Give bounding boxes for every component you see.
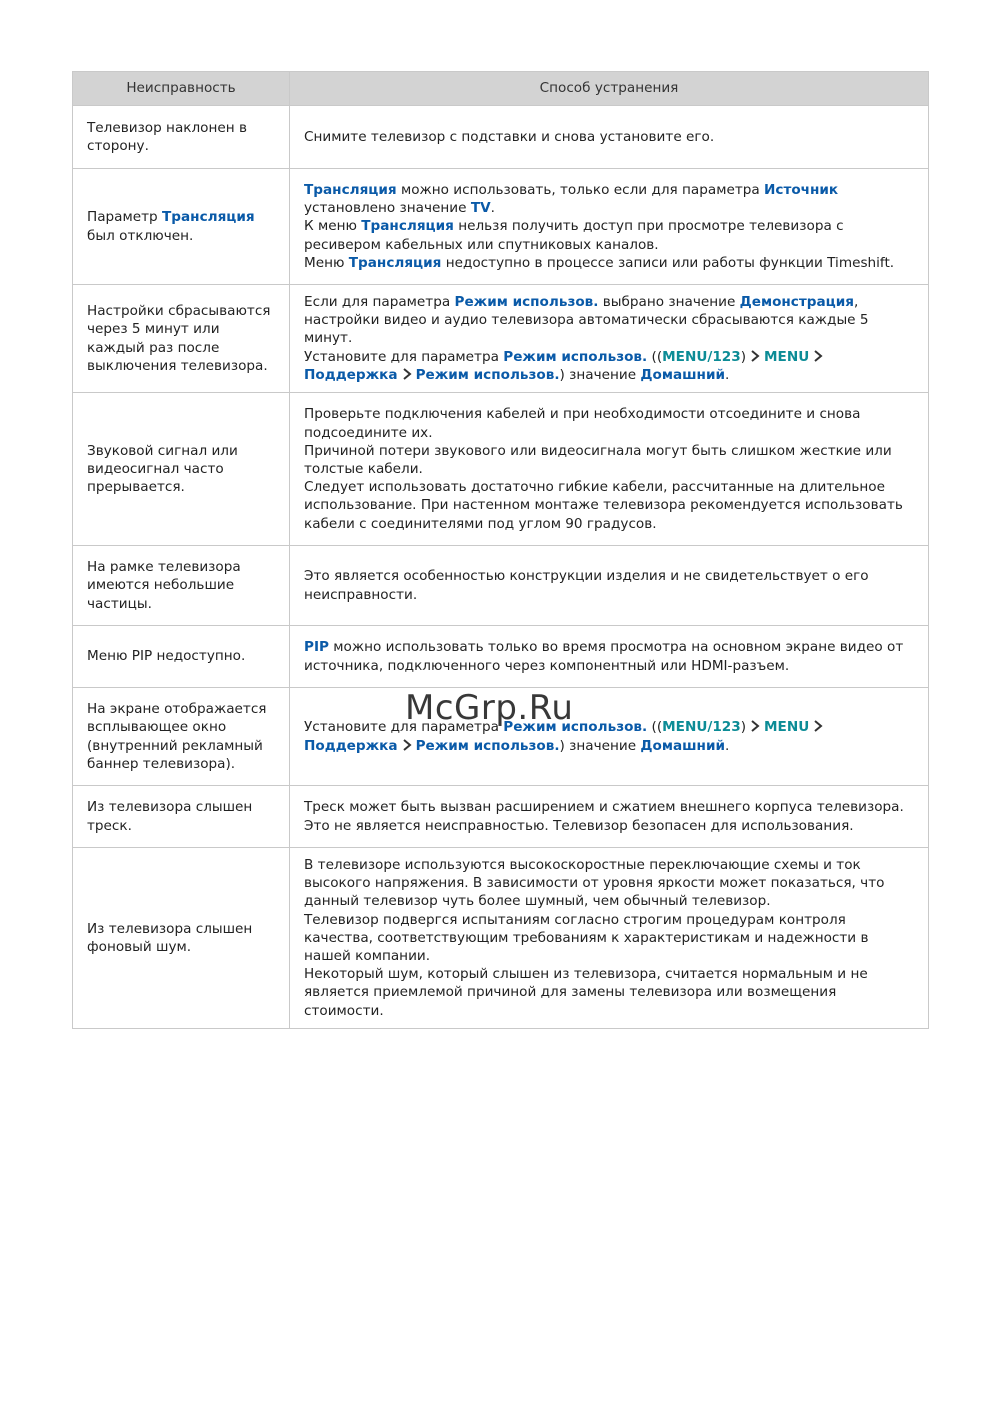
menu-term: Режим использов. xyxy=(415,366,560,383)
text-run: . xyxy=(725,366,730,383)
table-row xyxy=(73,169,929,285)
fix-cell xyxy=(290,626,929,688)
text-run: можно использовать, только если для параметра xyxy=(396,181,765,198)
text-run: К меню xyxy=(304,218,362,235)
text-run: ) значение xyxy=(559,737,641,754)
menu-key: MENU/123 xyxy=(662,719,741,736)
watermark: McGrp.Ru xyxy=(405,688,574,728)
menu-term: Домашний xyxy=(640,366,725,383)
fix-text xyxy=(304,293,916,348)
fix-text xyxy=(304,217,916,253)
fix-text: Треск может быть вызван расширением и сжатием внешнего корпуса телевизора. Это не является неисправностью. Телевизор безопасен для использования. xyxy=(304,799,904,834)
fix-text xyxy=(304,638,916,674)
table-row xyxy=(73,393,929,546)
fault-cell: Телевизор наклонен в сторону. xyxy=(73,106,290,169)
fault-cell xyxy=(73,169,290,285)
fault-text: Параметр xyxy=(87,209,162,226)
menu-term: Трансляция xyxy=(348,254,442,271)
menu-term: Режим использов. xyxy=(415,737,560,754)
chevron-right-icon xyxy=(400,738,414,752)
menu-term: Режим использов. xyxy=(503,348,648,365)
menu-key: MENU/123 xyxy=(662,348,741,365)
fault-cell: Меню PIP недоступно. xyxy=(73,626,290,688)
table-row xyxy=(73,546,929,626)
chevron-right-icon xyxy=(748,349,762,363)
text-run: Установите для параметра xyxy=(304,719,504,736)
table-row xyxy=(73,848,929,1029)
text-run: установлено значение xyxy=(304,200,471,217)
menu-term: Демонстрация xyxy=(739,294,854,310)
fix-text xyxy=(304,254,916,272)
fault-cell: На экране отображается всплывающее окно (внутренний рекламный баннер телевизора). xyxy=(73,688,290,786)
text-run: (( xyxy=(647,348,663,365)
fix-cell xyxy=(290,848,929,1029)
fix-text: Это является особенностью конструкции изделия и не свидетельствует о его неисправности. xyxy=(304,568,869,603)
fault-cell: Настройки сбрасываются через 5 минут или каждый раз после выключения телевизора. xyxy=(73,285,290,393)
menu-term: Трансляция xyxy=(304,181,397,198)
fix-cell xyxy=(290,546,929,626)
text-run: . xyxy=(490,200,495,217)
fault-cell: Звуковой сигнал или видеосигнал часто прерывается. xyxy=(73,393,290,546)
menu-term: Поддержка xyxy=(304,366,398,383)
table-row xyxy=(73,626,929,688)
text-run: ) значение xyxy=(559,366,641,383)
text-run: можно использовать только во время просмотра на основном экране видео от источника, подключенного через компонентный или HDMI-разъем. xyxy=(304,639,904,674)
troubleshooting-table xyxy=(72,71,929,1029)
fix-text: Проверьте подключения кабелей и при необходимости отсоедините и снова подсоедините их. xyxy=(304,406,861,441)
header-fault: Неисправность xyxy=(73,72,290,106)
table-header-row xyxy=(73,72,929,106)
table-row xyxy=(73,106,929,169)
fix-cell xyxy=(290,106,929,169)
fix-cell xyxy=(290,393,929,546)
fix-text: Причиной потери звукового или видеосигнала могут быть слишком жесткие или толстые кабели. xyxy=(304,442,892,477)
fault-cell: На рамке телевизора имеются небольшие частицы. xyxy=(73,546,290,626)
menu-term: PIP xyxy=(304,639,329,656)
text-run: выбрано значение xyxy=(598,294,740,310)
menu-term: Трансляция xyxy=(162,209,255,226)
text-run: ) xyxy=(740,348,747,365)
menu-term: Режим использов. xyxy=(503,719,648,736)
fault-cell: Из телевизора слышен фоновый шум. xyxy=(73,848,290,1029)
fix-cell xyxy=(290,688,929,786)
fix-cell xyxy=(290,285,929,393)
chevron-right-icon xyxy=(811,349,825,363)
menu-term: Трансляция xyxy=(361,218,454,235)
fix-text: В телевизоре используются высокоскоростные переключающие схемы и ток высокого напряжения. В зависимости от уровня яркости может показаться, что данный телевизор чуть более шумный, чем обычный телевизор. xyxy=(304,857,885,910)
table-row xyxy=(73,786,929,848)
menu-term: Домашний xyxy=(640,737,725,754)
text-run: ) xyxy=(740,719,747,736)
text-run: нельзя получить доступ при просмотре телевизора с ресивером кабельных или спутниковых каналов. xyxy=(304,218,844,253)
table-row xyxy=(73,285,929,393)
fix-text xyxy=(304,718,916,754)
menu-key: MENU xyxy=(764,348,810,365)
text-run: недоступно в процессе записи или работы функции Timeshift. xyxy=(441,254,895,271)
fix-text: Некоторый шум, который слышен из телевизора, считается нормальным и не является приемлемой причиной для замены телевизора или возмещения стоимости. xyxy=(304,966,868,1019)
fix-text: Снимите телевизор с подставки и снова установите его. xyxy=(304,128,715,145)
text-run: Установите для параметра xyxy=(304,348,504,365)
chevron-right-icon xyxy=(811,719,825,733)
header-fix: Способ устранения xyxy=(290,72,929,106)
text-run: (( xyxy=(647,719,663,736)
menu-term: Режим использов. xyxy=(454,294,599,310)
table-row xyxy=(73,688,929,786)
chevron-right-icon xyxy=(748,719,762,733)
fix-text: Телевизор подвергся испытаниям согласно строгим процедурам контроля качества, соответствующим требованиям к характеристикам и надежности в нашей компании. xyxy=(304,911,869,965)
fix-text: Следует использовать достаточно гибкие кабели, рассчитанные на длительное использование. При настенном монтаже телевизора рекомендуется использовать кабели с соединителями под углом 90 градусов. xyxy=(304,479,903,532)
fault-cell: Из телевизора слышен треск. xyxy=(73,786,290,848)
fix-text xyxy=(304,348,916,384)
menu-term: TV xyxy=(470,200,491,217)
text-run: . xyxy=(725,737,730,754)
menu-key: MENU xyxy=(764,719,810,736)
menu-term: Поддержка xyxy=(304,737,398,754)
chevron-right-icon xyxy=(400,367,414,381)
fix-text xyxy=(304,181,916,217)
text-run: Меню xyxy=(304,254,349,271)
fix-cell xyxy=(290,786,929,848)
text-run: Если для параметра xyxy=(304,294,455,310)
text-run: , настройки видео и аудио телевизора автоматически сбрасываются каждые 5 минут. xyxy=(304,294,869,347)
fix-cell xyxy=(290,169,929,285)
fault-text: был отключен. xyxy=(87,227,194,244)
menu-term: Источник xyxy=(764,181,839,198)
